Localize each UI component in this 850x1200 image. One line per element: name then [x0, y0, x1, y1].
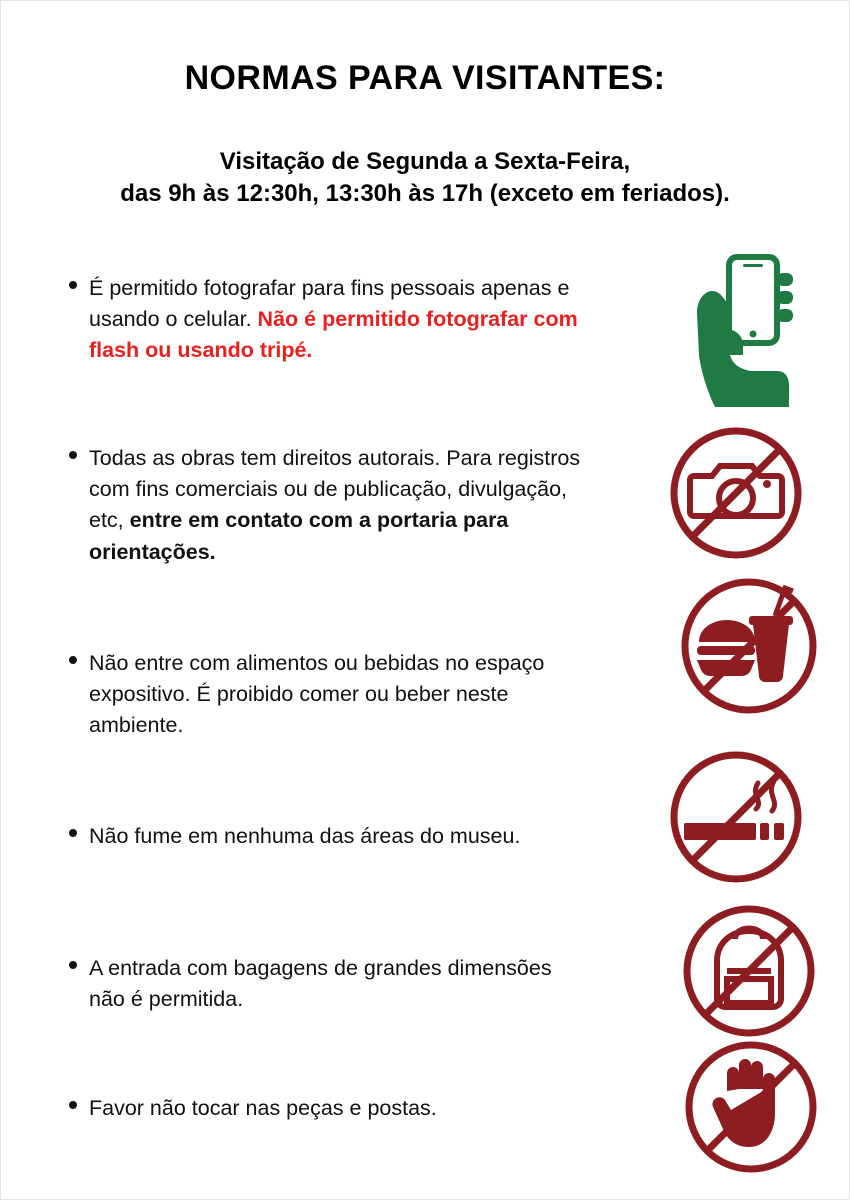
rules-list — [1, 263, 850, 1193]
rule-body: A entrada com bagagens de grandes dimensões não é permitida. — [89, 956, 552, 1012]
bullet-icon — [69, 961, 77, 969]
rule-text-no-food-drink — [61, 648, 581, 742]
rule-body: Não fume em nenhuma das áreas do museu. — [89, 824, 521, 848]
rule-body: Favor não tocar nas peças e postas. — [89, 1096, 437, 1120]
no-smoking-icon — [656, 737, 816, 897]
no-touching-icon — [671, 1027, 831, 1187]
bullet-icon — [69, 1101, 77, 1109]
page-title: NORMAS PARA VISITANTES: — [184, 59, 666, 97]
rule-text-plain: Todas as obras tem direitos autorais. Para registros com fins comerciais ou de publicação, divulgação, etc, — [89, 446, 581, 533]
rule-text-warning: Não é permitido fotografar com flash ou usando tripé. — [89, 307, 578, 363]
rule-text-plain: É permitido fotografar para fins pessoais apenas e usando o celular. — [89, 276, 570, 332]
rule-body — [89, 273, 581, 367]
rule-text-do-not-touch — [61, 1093, 581, 1124]
rule-text-no-large-bags — [61, 953, 581, 1015]
bullet-icon — [69, 281, 77, 289]
rule-text-photography-personal — [61, 273, 581, 367]
bullet-icon — [69, 451, 77, 459]
rule-text-bold: entre em contato com a portaria para orientações. — [89, 508, 509, 564]
visiting-hours — [1, 98, 849, 209]
rule-body — [89, 443, 581, 568]
bullet-icon — [69, 829, 77, 837]
visiting-hours-line-2: das 9h às 12:30h, 13:30h às 17h (exceto em feriados). — [120, 179, 730, 207]
rule-body: Não entre com alimentos ou bebidas no espaço expositivo. É proibido comer ou beber neste ambiente. — [89, 651, 545, 738]
rule-text-copyright — [61, 443, 581, 568]
bullet-icon — [69, 656, 77, 664]
rule-text-no-smoking — [61, 821, 581, 852]
hand-holding-phone-icon — [681, 251, 811, 411]
visiting-hours-line-1: Visitação de Segunda a Sexta-Feira, — [219, 148, 631, 175]
no-food-drink-icon — [669, 566, 829, 726]
no-camera-icon — [661, 418, 811, 568]
